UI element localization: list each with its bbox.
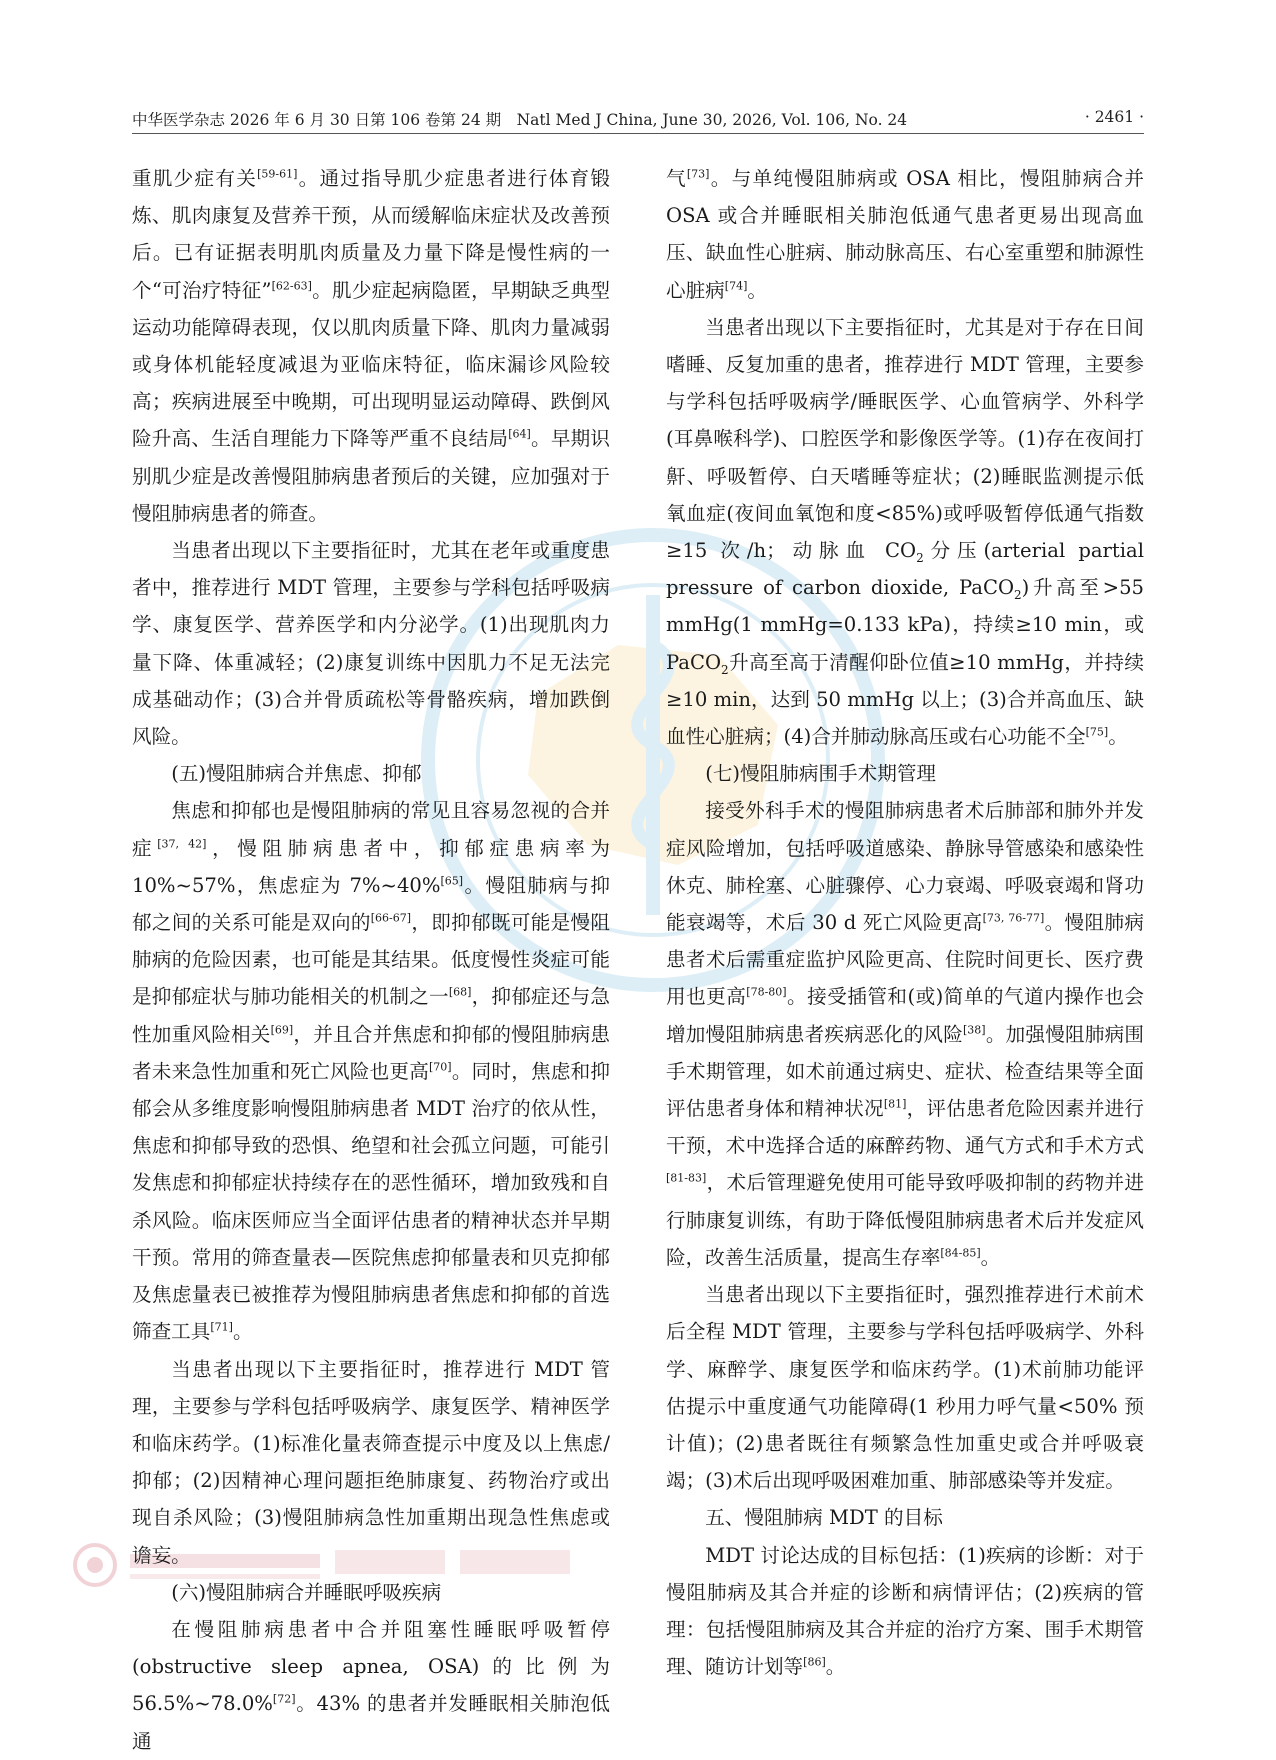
- citation: [38]: [963, 1023, 986, 1037]
- right-column: [666, 160, 1144, 1685]
- page-number: · 2461 ·: [1084, 108, 1144, 126]
- paragraph-osa-continued: 气[73]。与单纯慢阻肺病或 OSA 相比，慢阻肺病合并 OSA 或合并睡眠相关肺泡低通气患者更易出现高血压、缺血性心脏病、肺动脉高压、右心室重塑和肺源性心脏病[74]。: [666, 167, 1145, 302]
- paragraph-sleep-indications: 当患者出现以下主要指征时，尤其是对于存在日间嗜睡、反复加重的患者，推荐进行 MDT 管理，主要参与学科包括呼吸病学/睡眠医学、心血管病学、外科学(耳鼻喉科学)、口腔医学和影像医学等。(1)存在夜间打鼾、呼吸暂停、白天嗜睡等症状；(2)睡眠监测提示低氧血症(夜间血氧饱和度<85%)或呼吸暂停低通气指数≥15 次/h；动脉血 $CO_2$分压(arterial partial pressure of carbon dioxide, PaCO$_2$)升高至>55 mmHg(1 mmHg=0.133 kPa)，持续≥10 min，或 PaCO$_2$升高至高于清醒仰卧位值≥10 mmHg，并持续≥10 min，达到 50 mmHg 以上；(3)合并高血压、缺血性心脏病；(4)合并肺动脉高压或右心功能不全[75]。: [666, 315, 1145, 749]
- citation: [66-67]: [370, 911, 412, 925]
- paragraph-perioperative-indications: 当患者出现以下主要指征时，强烈推荐进行术前术后全程 MDT 管理，主要参与学科包括呼吸病学、外科学、麻醉学、康复医学和临床药学。(1)术前肺功能评估提示中重度通气功能障碍(1 秒用力呼气量<50% 预计值)；(2)患者既往有频繁急性加重史或合并呼吸衰竭；(3)术后出现呼吸困难加重、肺部感染等并发症。: [666, 1283, 1144, 1493]
- citation: [78-80]: [746, 985, 787, 999]
- citation: [86]: [803, 1655, 826, 1669]
- citation: [69]: [270, 1023, 294, 1037]
- citation: [73, 76-77]: [982, 911, 1045, 925]
- section-heading-mdt-goals: 五、慢阻肺病 MDT 的目标: [705, 1506, 943, 1530]
- paragraph-sarcopenia-continued: 重肌少症有关[59-61]。通过指导肌少症患者进行体育锻炼、肌肉康复及营养干预，从而缓解临床症状及改善预后。已有证据表明肌肉质量及力量下降是慢性病的一个“可治疗特征”[62-63]。肌少症起病隐匿，早期缺乏典型运动功能障碍表现，仅以肌肉质量下降、肌肉力量减弱或身体机能轻度减退为亚临床特征，临床漏诊风险较高；疾病进展至中晚期，可出现明显运动障碍、跌倒风险升高、生活自理能力下降等严重不良结局[64]。早期识别肌少症是改善慢阻肺病患者预后的关键，应加强对于慢阻肺病患者的筛查。: [132, 167, 611, 525]
- paragraph-anxiety-indications: 当患者出现以下主要指征时，推荐进行 MDT 管理，主要参与学科包括呼吸病学、康复医学、精神医学和临床药学。(1)标准化量表筛查提示中度及以上焦虑/抑郁；(2)因精神心理问题拒绝肺康复、药物治疗或出现自杀风险；(3)慢阻肺病急性加重期出现急性焦虑或谵妄。: [132, 1357, 610, 1567]
- citation: [37, 42]: [157, 837, 207, 851]
- citation: [81]: [883, 1097, 907, 1111]
- citation: [62-63]: [271, 279, 312, 293]
- paragraph-mdt-goals: MDT 讨论达成的目标包括：(1)疾病的诊断：对于慢阻肺病及其合并症的诊断和病情评估；(2)疾病的管理：包括慢阻肺病及其合并症的治疗方案、围手术期管理、随访计划等[86]。: [666, 1543, 1144, 1679]
- citation: [64]: [508, 427, 531, 441]
- left-column: [132, 160, 610, 1760]
- header-divider: [132, 133, 1144, 134]
- citation: [59-61]: [257, 167, 298, 181]
- paragraph-anxiety-depression: 焦虑和抑郁也是慢阻肺病的常见且容易忽视的合并症[37, 42]，慢阻肺病患者中，抑郁症患病率为 10%~57%，焦虑症为 7%~40%[65]。慢阻肺病与抑郁之间的关系可能是双向的[66-67]，即抑郁既可能是慢阻肺病的危险因素，也可能是其结果。低度慢性炎症可能是抑郁症状与肺功能相关的机制之一[68]，抑郁症还与急性加重风险相关[69]，并且合并焦虑和抑郁的慢阻肺病患者未来急性加重和死亡风险也更高[70]。同时，焦虑和抑郁会从多维度影响慢阻肺病患者 MDT 治疗的依从性，焦虑和抑郁导致的恐惧、绝望和社会孤立问题，可能引发焦虑和抑郁症状持续存在的恶性循环，增加致残和自杀风险。临床医师应当全面评估患者的精神状态并早期干预。常用的筛查量表—医院焦虑抑郁量表和贝克抑郁及焦虑量表已被推荐为慢阻肺病患者焦虑和抑郁的首选筛查工具[71]。: [132, 799, 611, 1344]
- subheading-perioperative: (七)慢阻肺病围手术期管理: [705, 762, 937, 786]
- journal-citation: 中华医学杂志 2026 年 6 月 30 日第 106 卷第 24 期 Natl Med J China, June 30, 2026, Vol. 106, No. 24: [132, 111, 908, 129]
- citation: [74]: [724, 279, 748, 293]
- paragraph-osa: 在慢阻肺病患者中合并阻塞性睡眠呼吸暂停(obstructive sleep apnea, OSA)的比例为 56.5%~78.0%[72]。43% 的患者并发睡眠相关肺泡低通: [132, 1617, 610, 1753]
- citation: [75]: [1085, 725, 1109, 739]
- subheading-anxiety-depression: (五)慢阻肺病合并焦虑、抑郁: [171, 762, 422, 786]
- citation: [71]: [210, 1320, 233, 1334]
- subheading-sleep-disorders: (六)慢阻肺病合并睡眠呼吸疾病: [171, 1580, 442, 1604]
- paragraph-sarcopenia-indications: 当患者出现以下主要指征时，尤其在老年或重度患者中，推荐进行 MDT 管理，主要参与学科包括呼吸病学、康复医学、营养医学和内分泌学。(1)出现肌肉力量下降、体重减轻；(2)康复训练中因肌力不足无法完成基础动作；(3)合并骨质疏松等骨骼疾病，增加跌倒风险。: [132, 539, 610, 749]
- citation: [73]: [686, 167, 710, 181]
- citation: [72]: [272, 1692, 296, 1706]
- citation: [70]: [429, 1060, 452, 1074]
- citation: [65]: [440, 874, 464, 888]
- citation: [84-85]: [940, 1246, 981, 1260]
- citation: [68]: [448, 985, 472, 999]
- paragraph-perioperative: 接受外科手术的慢阻肺病患者术后肺部和肺外并发症风险增加，包括呼吸道感染、静脉导管感染和感染性休克、肺栓塞、心脏骤停、心力衰竭、呼吸衰竭和肾功能衰竭等，术后 30 d 死亡风险更高[73, 76-77]。慢阻肺病患者术后需重症监护风险更高、住院时间更长、医疗费用也更高[78-80]。接受插管和(或)简单的气道内操作也会增加慢阻肺病患者疾病恶化的风险[38]。加强慢阻肺病围手术期管理，如术前通过病史、症状、检查结果等全面评估患者身体和精神状况[81]，评估患者危险因素并进行干预，术中选择合适的麻醉药物、通气方式和手术方式[81-83]，术后管理避免使用可能导致呼吸抑制的药物并进行肺康复训练，有助于降低慢阻肺病患者术后并发症风险，改善生活质量，提高生存率[84-85]。: [666, 799, 1145, 1269]
- citation: [81-83]: [666, 1171, 707, 1185]
